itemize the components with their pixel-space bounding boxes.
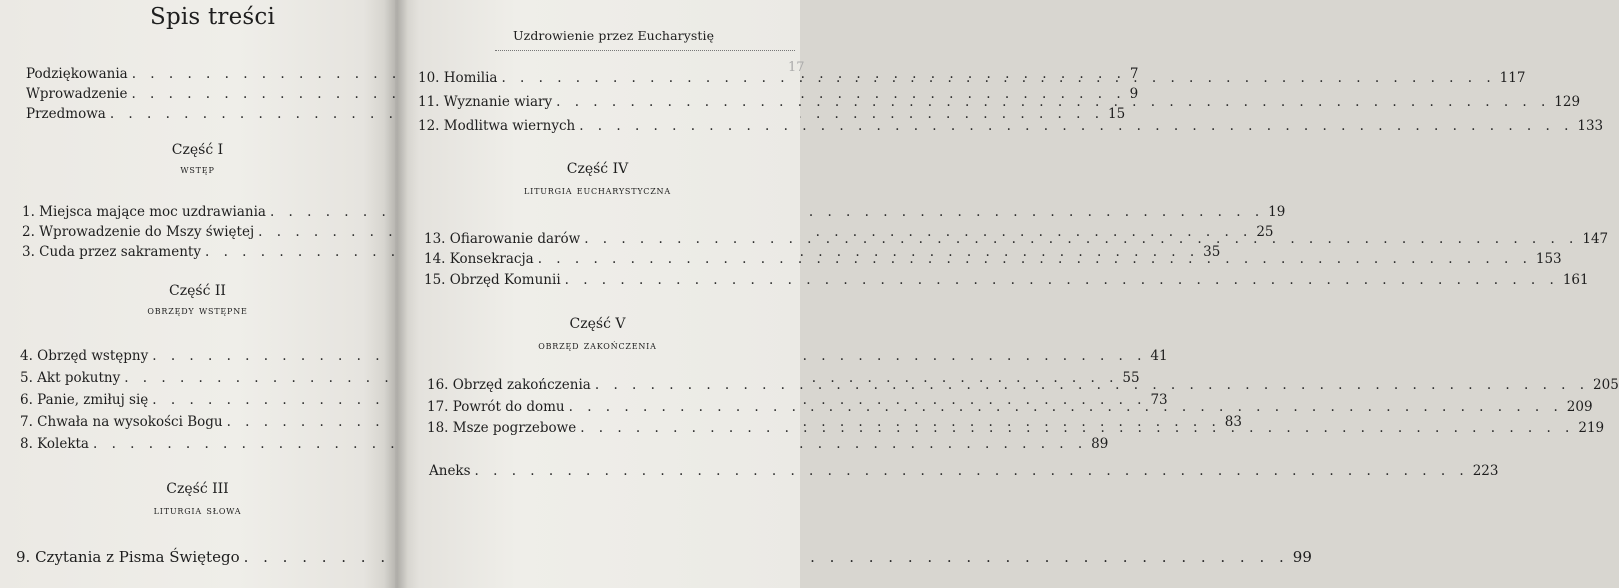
toc-entry-page: 15 [1108,106,1126,122]
toc-entry-label: 12. Modlitwa wiernych [418,118,576,134]
toc-entry-page: 55 [1122,370,1140,386]
toc-entry-page: 117 [1499,70,1526,86]
toc-entry-label: Wprowadzenie [26,86,128,102]
toc-leader-dots [475,463,1469,479]
running-head-rule [495,50,795,51]
toc-entry-page: 205 [1593,377,1619,393]
toc-entry-page: 133 [1577,118,1604,134]
toc-entry-page: 9 [1129,86,1139,102]
toc-entry-label: 15. Obrzęd Komunii [424,272,561,288]
part-heading: Część IV [566,161,629,177]
toc-entry-page: 153 [1535,251,1562,267]
toc-entry-page: 219 [1578,420,1605,436]
toc-entry-page: 147 [1582,231,1609,247]
toc-entry-label: 6. Panie, zmiłuj się [20,392,149,408]
part-subtitle: obrzędy wstępne [147,303,248,317]
toc-leader-dots [595,377,1589,393]
toc-entry-annex[interactable] [429,463,1499,479]
toc-entry-label: 18. Msze pogrzebowe [427,420,577,436]
toc-entry[interactable] [22,204,1286,220]
toc-entry-label: Aneks [429,463,471,479]
toc-leader-dots [584,231,1578,247]
toc-entry-page: 209 [1566,399,1593,415]
toc-entry-label: 8. Kolekta [20,436,89,452]
toc-entry-label: 13. Ofiarowanie darów [424,231,581,247]
toc-entry-label: 1. Miejsca mające moc uzdrawiania [22,204,266,220]
toc-entry-page: 19 [1268,204,1286,220]
toc-entry-page: 89 [1091,436,1109,452]
part-heading: Część II [169,283,226,299]
toc-entry[interactable] [20,348,1168,364]
toc-entry[interactable] [424,272,1589,288]
toc-entry-page: 161 [1562,272,1589,288]
toc-entry-page: 41 [1150,348,1168,364]
toc-entry-page: 99 [1292,548,1312,566]
toc-entry[interactable] [26,106,1126,122]
toc-entry-label: 17. Powrót do domu [427,399,565,415]
part-heading: Część III [166,481,229,497]
toc-entry[interactable] [418,94,1581,110]
toc-entry-page: 223 [1472,463,1499,479]
part-subtitle: liturgia słowa [153,503,242,517]
toc-entry-page: 7 [1129,66,1139,82]
toc-leader-dots [501,70,1495,86]
edge-page-number: 17 [788,60,805,75]
toc-entry[interactable] [418,118,1604,134]
toc-entry[interactable] [20,436,1109,452]
part-heading: Część I [171,142,224,158]
part-subtitle: wstęp [180,162,215,176]
toc-entry-label: 11. Wyznanie wiary [418,94,553,110]
toc-entry-label: 7. Chwała na wysokości Bogu [20,414,223,430]
toc-entry-page: 83 [1224,414,1242,430]
toc-entry-label: 9. Czytania z Pisma Świętego [16,548,240,566]
toc-leader-dots [565,272,1559,288]
toc-entry[interactable] [418,70,1526,86]
toc-leader-dots [569,399,1563,415]
book-gutter [384,0,408,588]
part-subtitle: obrzęd zakończenia [538,338,657,352]
page-title: Spis treści [150,4,276,30]
part-heading: Część V [569,316,626,332]
toc-entry-label: 14. Konsekracja [424,251,534,267]
toc-entry-label: 5. Akt pokutny [20,370,121,386]
part-subtitle: liturgia eucharystyczna [524,183,671,197]
toc-leader-dots [580,420,1574,436]
toc-leader-dots [556,94,1550,110]
toc-entry-label: 16. Obrzęd zakończenia [427,377,591,393]
toc-entry-label: 10. Homilia [418,70,498,86]
running-head: Uzdrowienie przez Eucharystię [513,28,715,43]
toc-entry[interactable] [16,548,1312,566]
toc-entry-label: 2. Wprowadzenie do Mszy świętej [22,224,255,240]
toc-entry-label: 4. Obrzęd wstępny [20,348,149,364]
toc-entry-page: 129 [1554,94,1581,110]
toc-leader-dots [579,118,1573,134]
toc-entry-page: 35 [1203,244,1221,260]
toc-leader-dots [538,251,1532,267]
toc-entry-label: Podziękowania [26,66,128,82]
toc-entry-page: 25 [1256,224,1274,240]
toc-entry-label: 3. Cuda przez sakramenty [22,244,201,260]
toc-entry-page: 73 [1150,392,1168,408]
toc-entry-label: Przedmowa [26,106,106,122]
